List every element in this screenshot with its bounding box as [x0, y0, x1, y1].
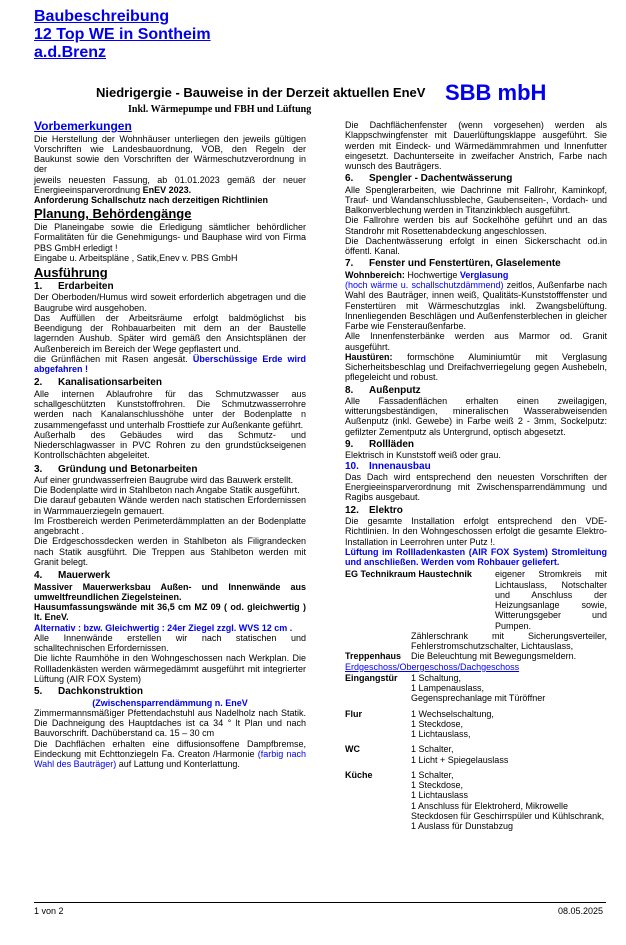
room-name: WC [345, 744, 360, 755]
room-name: Küche [345, 769, 373, 780]
room-item: 1 Steckdose, [411, 718, 464, 729]
heading-kanalisation: 2. Kanalisationsarbeiten [34, 377, 162, 389]
room-item: 1 Schalter, [411, 744, 454, 755]
room-item: 1 Lichtauslass [411, 790, 469, 801]
room-items [411, 770, 607, 832]
elektro-rooms [345, 673, 607, 832]
planung-p1: Die Planeingabe sowie die Erledigung sämtlicher behördlicher Formalitäten für die Genehmigungs- und Bauphase wird von Firma PBS GmbH erledigt ! [34, 222, 306, 253]
page-number: 1 von 2 [34, 906, 64, 916]
mauerwerk-p5: Die lichte Raumhöhe in den Wohngeschossen nach Werkplan. Die Rollladenkästen werden wärmegedämmt ausgeführt mit integrierter Lüftung (AIR FOX System) [34, 653, 306, 684]
room-name: Flur [345, 708, 362, 719]
fenster-wohnbereich: Wohnbereich: Hochwertige Verglasung (hoch wärme u. schallschutzdämmend) zeitlos, Außenfarbe nach Wahl des Bauträger, innen weiß, Qualitäts-Kunststofffenster und Fenstertüren mit Wärmeschutzglas inkl. Zwangsbelüftung. Innenliegenden Beschlägen und Außenfensterblechen in gleicher Farbe wie Fensteraußenfarbe. [345, 269, 607, 332]
room-row [345, 673, 607, 704]
vorbemerkungen-p3: Anforderung Schallschutz nach derzeitigen Richtlinien [34, 195, 269, 206]
footer-date: 08.05.2025 [558, 906, 604, 916]
room-item: 1 Schaltung, [411, 672, 462, 683]
room-item: 1 Licht + Spiegelauslass [411, 754, 509, 765]
gruendung-p4: Im Frostbereich werden Perimeterdämmplatten an der Bodenplatte angebracht . [34, 515, 306, 537]
gruendung-p5: Die Erdgeschossdecken werden in Stahlbeton als Filigrandecken nach Statik ausgführt. Die Treppen aus Stahlbeton werden mit Granit belegt. [34, 536, 306, 567]
room-name: Eingangstür [345, 672, 398, 683]
heading-gruendung: 3. Gründung und Betonarbeiten [34, 463, 198, 475]
heading-dachkonstruktion: 5. Dachkonstruktion [34, 686, 144, 698]
elektro-treppenhaus: Treppenhaus Die Beleuchtung mit Bewegungsmeldern. [345, 651, 577, 662]
heading-vorbemerkungen: Vorbemerkungen [34, 119, 132, 133]
title-line-2[interactable]: 12 Top WE in Sontheim [34, 26, 211, 44]
dachkonstruktion-p1: Zimmermannsmäßiger Pfettendachstuhl aus Nadelholz nach Statik. Die Dachneigung des Hauptdaches ist ca 34 ° lt Plan und nach Bauvorschrift. Dachüberstand ca. 15 – 30 cm [34, 707, 306, 739]
heading-rolllaeden: 9. Rollläden [345, 438, 415, 450]
gruendung-p2: Die Bodenplatte wird in Stahlbeton nach Angabe Statik ausgeführt. [34, 485, 300, 496]
left-column [34, 120, 306, 769]
rolllaeden-p1: Elektrisch in Kunststoff weiß oder grau. [345, 450, 501, 461]
elektro-floors: Erdgeschoss/Obergeschoss/Dachgeschoss [345, 661, 520, 672]
title-line-1[interactable]: Baubeschreibung [34, 8, 170, 25]
mauerwerk-p4: Alle Innenwände erstellen wir nach statischen und schalltechnischen Erfordernissen. [34, 632, 306, 654]
gruendung-p3: Die darauf gebauten Wände werden nach statischen Erfordernissen in Warmmauerziegeln gemauert. [34, 495, 306, 516]
room-item: 1 Lampenauslass, [411, 683, 485, 694]
room-items [411, 673, 607, 704]
heading-elektro: 12. Elektro [345, 504, 403, 516]
erdarbeiten-p2: Das Auffüllen der Arbeitsräume erfolgt baldmöglichst bis Beendigung der Rohbauarbeiten mit dem an der Baustelle lagernden Aushub. Später wird gemäß den Ansichtsplänen der Außenbereich im Bereich der Wege gepflastert und. [34, 312, 306, 354]
mauerwerk-p3: Alternativ : bzw. Gleichwertig : 24er Ziegel zzgl. WVS 12 cm . [34, 622, 293, 633]
fenster-p2: Alle Innenfensterbänke werden aus Marmor od. Granit ausgeführt. [345, 331, 607, 352]
room-item: Gegensprechanlage mit Türöffner [411, 693, 546, 704]
spengler-p2: Die Fallrohre werden bis auf Sockelhöhe geführt und an das Standrohr mit Rosettenabdeckung angeschlossen. [345, 215, 607, 236]
heading-fenster: 7. Fenster und Fenstertüren, Glaselemente [345, 258, 561, 270]
mauerwerk-p1: Massiver Mauerwerksbau Außen- und Innenwände aus umweltfreundlichen Ziegelsteinen. [34, 581, 306, 602]
dachkonstruktion-p3: Die Dachflächenfenster (wenn vorgesehen) werden als Klappschwingfenster mit Dauerlüftungsklappe ausgeführt. Sie werden mit Eindeck- und Wärmedämmrahmen und Innenfutter eingesetzt. Dachunterseite in zweifacher Anstrich, Farbe nach wunsch des Bauträgers. [345, 120, 607, 171]
dachkonstruktion-p2: Die Dachflächen erhalten eine diffusionsoffene Dampfbremse, Eindeckung mit Echttonziegeln Fa. Creaton /Harmonie (farbig nach Wahl des Bauträger) auf Lattung und Konterlattung. [34, 738, 306, 769]
vorbemerkungen-p1: Die Herstellung der Wohnhäuser unterliegen den jeweils gültigen Vorschriften wie Landesbauordnung, VOB, den Regeln der Baukunst sowie den Vorschriften der Wärmeschutzverordnung in der [34, 133, 306, 175]
erdarbeiten-p1: Der Oberboden/Humus wird soweit erforderlich abgetragen und die Baugrube wird ausgehoben. [34, 292, 306, 313]
room-item: 1 Auslass für Dunstabzug [411, 821, 514, 832]
document-title[interactable] [34, 8, 211, 62]
room-item: 1 Schalter, [411, 769, 454, 780]
kanalisation-p1: Alle internen Ablaufrohre für das Schmutzwasser aus schallgeschützten Kunststoffrohren. Die Schmutzwasserrohre werden nach Kanalanschlusshöhe unter der Bodenplatte n zusammengefasst und unterhalb Frosttiefe zur Außenkante geführt. [34, 388, 306, 430]
elektro-eg-zaehlerschrank: Zählerschrank mit Sicherungsverteiler, Fehlerstromschutzschalter, Lichtauslass, [411, 630, 607, 652]
spengler-p3: Die Dachentwässerung erfolgt in einen Sickerschacht od.in öffentl. Kanal. [345, 235, 607, 257]
gruendung-p1: Auf einer grundwasserfreien Baugrube wird das Bauwerk erstellt. [34, 474, 294, 485]
company-name: SBB mbH [445, 80, 547, 105]
room-item: 1 Wechselschaltung, [411, 708, 494, 719]
erdarbeiten-p3: die Grünflächen mit Rasen angesät. Überschüssige Erde wird abgefahren ! [34, 353, 306, 375]
heading-planung: Planung, Behördengänge [34, 206, 192, 222]
elektro-p1: Die gesamte Installation erfolgt entsprechend den VDE-Richtlinien. In den Wohngeschossen erfolgt die gesamte Elektro-Installation in Leerrohren unter Putz !. [345, 516, 607, 547]
room-row [345, 709, 607, 740]
heading-mauerwerk: 4. Mauerwerk [34, 570, 111, 582]
footer-divider [34, 902, 606, 903]
vorbemerkungen-p2: jeweils neuesten Fassung, ab 01.01.2023 gemäß der neuer Energieeinsparverordnung EnEV 2023. [34, 174, 306, 195]
heading-aussenputz: 8. Außenputz [345, 384, 421, 396]
heading-innenausbau: 10. Innenausbau [345, 460, 431, 472]
room-row [345, 770, 607, 832]
room-item: 1 Lichtauslass, [411, 729, 471, 740]
elektro-eg-technikraum: EG Technikraum Haustechnik eigener Stromkreis mit Lichtauslass, Notschalter und Anschluss der Heizungsanlage sowie, Witterungsgeber und Pumpen. [345, 569, 607, 631]
right-column [345, 120, 607, 831]
innenausbau-p1: Das Dach wird entsprechend den neuesten Vorschriften der Energieeinsparverordnung mit Zwischensparrendämmung und Ragibs ausgebaut. [345, 471, 607, 503]
room-item: 1 Steckdose, [411, 780, 464, 791]
sub-subtitle: Inkl. Wärmepumpe und FBH und Lüftung [128, 104, 312, 115]
fenster-haustueren: Haustüren: formschöne Aluminiumtür mit Verglasung Sicherheitsbeschlag und Dreifachverriegelung gegen Aushebeln, pflegeleicht und robust. [345, 351, 607, 383]
room-row [345, 744, 607, 765]
mauerwerk-p2: Hausumfassungswände mit 36,5 cm MZ 09 ( od. gleichwertig ) lt. EneV. [34, 602, 306, 623]
heading-spengler: 6. Spengler - Dachentwässerung [345, 173, 513, 185]
room-item: 1 Anschluss für Elektroherd, Mikrowelle Steckdosen für Geschirrspüler und Kühlschrank, [411, 800, 605, 821]
aussenputz-p1: Alle Fassadenflächen erhalten einen zweilagigen, witterungsbeständigen, mineralischen Wasserabweisenden Außenputz (inkl. Gewebe) in Farbe weiß 2 - 3mm, Sockelputz: gefilzter Zementputz als Untergrund, optisch abgesetzt. [345, 395, 607, 437]
subtitle: Niedrigergie - Bauweise in der Derzeit aktuellen EneV [96, 85, 426, 100]
heading-erdarbeiten: 1. Erdarbeiten [34, 281, 114, 293]
room-items [411, 709, 607, 740]
dachkonstruktion-sub: (Zwischensparrendämmung n. EneV [92, 697, 248, 708]
room-items [411, 744, 607, 765]
elektro-p2: Lüftung im Rollladenkasten (AIR FOX System) Stromleitung und anschließen. Werden vom Rohbauer geliefert. [345, 546, 607, 568]
title-line-3[interactable]: a.d.Brenz [34, 44, 107, 62]
kanalisation-p2: Außerhalb des Gebäudes wird das Schmutz- und Niederschlagwasser in PVC Rohren zu den grundstückseigenen Kontrollschächten abgeleitet. [34, 429, 306, 461]
spengler-p1: Alle Spenglerarbeiten, wie Dachrinne mit Fallrohr, Kaminkopf, Trauf- und Wandanschlussbleche, Gaubenseiten-, Vordach- und Balkonverblechung werden in Titanzinkblech ausgeführt. [345, 184, 607, 216]
planung-p2: Eingabe u. Arbeitspläne , Satik,Enev v. PBS GmbH [34, 252, 238, 263]
heading-ausfuehrung: Ausführung [34, 265, 108, 281]
